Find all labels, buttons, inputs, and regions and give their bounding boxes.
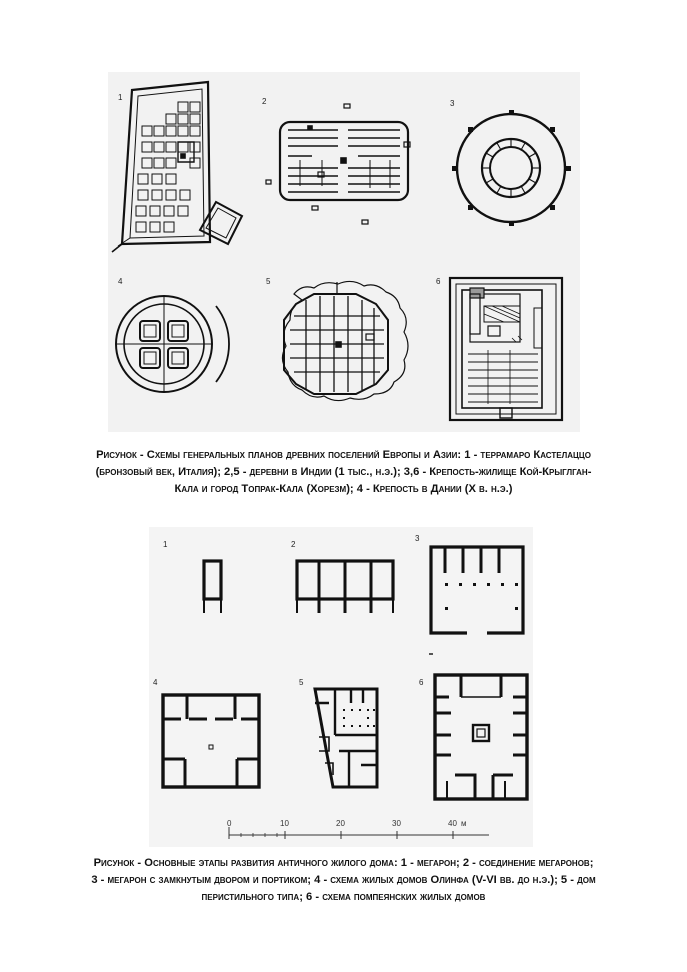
house-6-pompeian [435,675,527,799]
house-3-court [429,547,523,654]
plan-label-3: 3 [450,99,455,108]
scale-tick-10: 10 [280,819,289,828]
house-5-peristyle [315,689,377,787]
plan-4-danish-fortress [116,296,229,392]
caption1-lead: Рисунок [96,449,137,461]
plan-3-round-fortress [452,110,571,226]
scale-tick-30: 30 [392,819,401,828]
house-label-6: 6 [419,678,424,687]
plan-2-village [266,104,410,224]
house-label-4: 4 [153,678,158,687]
house-2-megarons [297,561,393,613]
settlement-plans-drawing [108,72,580,432]
caption2-lead: Рисунок [93,857,135,869]
scale-tick-0: 0 [227,819,232,828]
house-label-1: 1 [163,540,168,549]
house-label-3: 3 [415,534,420,543]
scale-bar [229,827,489,839]
ancient-house-figure [149,527,533,847]
caption-settlement-plans [90,447,597,498]
plan-label-6: 6 [436,277,441,286]
plan-label-4: 4 [118,277,123,286]
scale-tick-20: 20 [336,819,345,828]
plan-label-2: 2 [262,97,267,106]
scale-tick-40: 40 [448,819,457,828]
plan-1-terramare [112,82,242,252]
plan-6-toprak-kala [450,278,562,420]
plan-5-village [282,281,408,400]
ancient-house-drawing [149,527,533,847]
scale-unit: м [461,819,467,828]
settlement-plans-figure [108,72,580,432]
caption-ancient-houses [90,855,597,906]
plan-label-5: 5 [266,277,271,286]
house-label-2: 2 [291,540,296,549]
plan-label-1: 1 [118,93,123,102]
caption1-text: - Схемы генеральных планов древних поселений Европы и Азии: 1 - террамаро Кастелаццо (бронзовый век, Италия); 2,5 - деревни в Индии (1 тыс., н.э.); 3,6 - Крепость-жилище Кой-Крыглган-Кала и город Топрак-Кала (Хорезм); 4 - Крепость в Дании (X в. н.э.) [95,449,592,495]
house-4-olynthos [163,695,259,787]
house-label-5: 5 [299,678,304,687]
house-1-megaron [204,561,221,613]
caption2-text: - Основные этапы развития античного жилого дома: 1 - мегарон; 2 - соединение мегаронов; 3 - мегарон с замкнутым двором и портиком; 4 - схема жилых домов Олинфа (V-VI вв. до н.э.); 5 - дом перистильного типа; 6 - схема помпеянских жилых домов [91,857,596,903]
